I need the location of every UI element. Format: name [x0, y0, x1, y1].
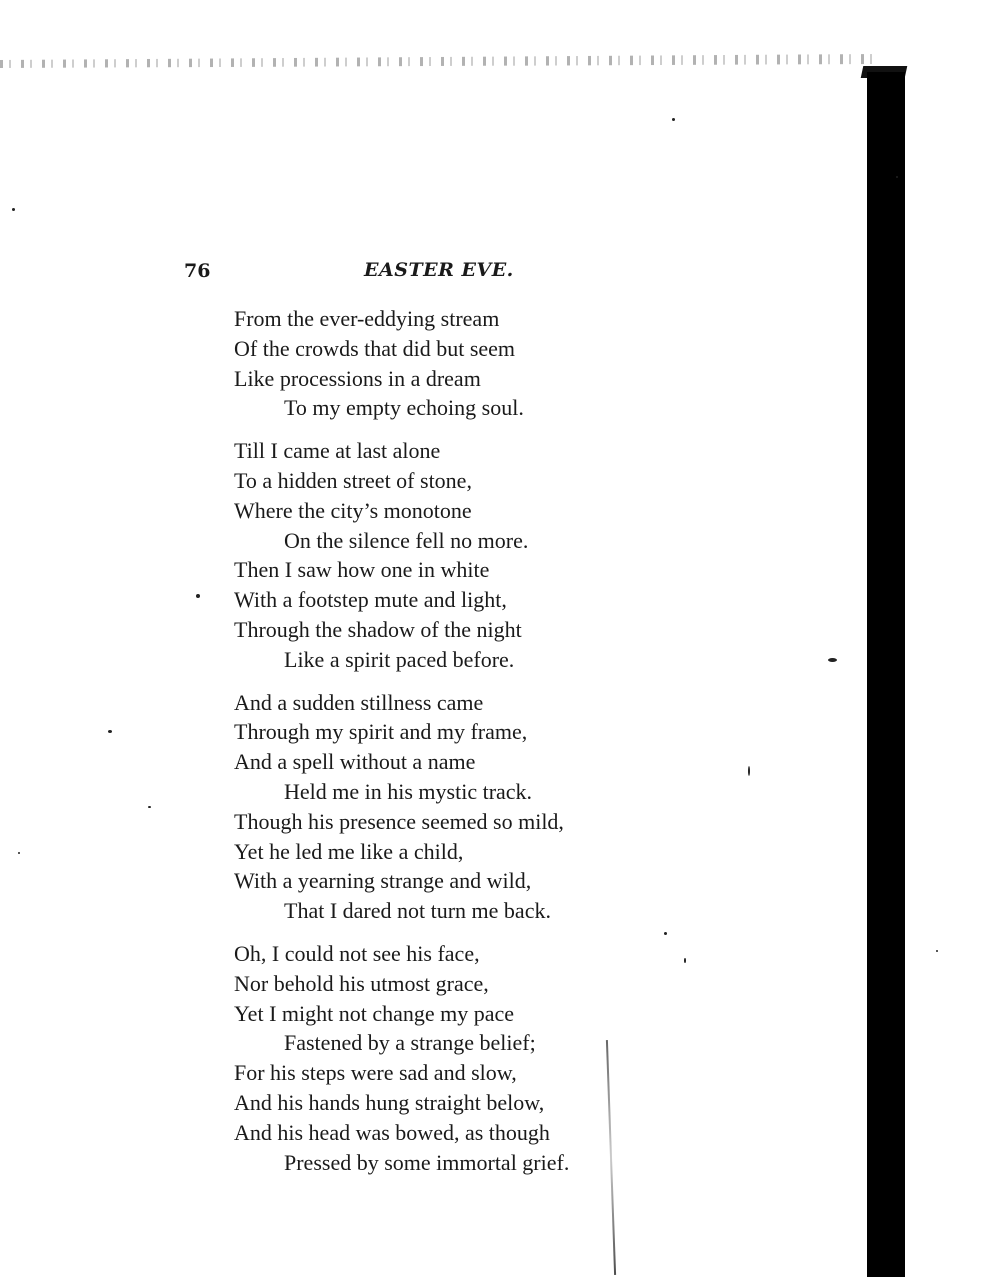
poem-line: Pressed by some immortal grief. [284, 1149, 570, 1175]
poem-line: Where the city’s monotone [234, 497, 472, 523]
stanza [234, 688, 654, 926]
poem-line: Like a spirit paced before. [284, 646, 515, 672]
scan-speck [148, 806, 151, 808]
stanza [234, 939, 654, 1177]
scan-speck [896, 176, 898, 178]
poem-line: For his steps were sad and slow, [234, 1060, 517, 1086]
scan-speck [18, 852, 20, 854]
scan-edge-shadow [867, 72, 905, 1277]
poem-line: Yet I might not change my pace [234, 1000, 515, 1026]
poem-line: Like processions in a dream [234, 365, 481, 391]
running-title: EASTER EVE. [364, 259, 514, 281]
poem-line: Then I saw how one in white [234, 557, 490, 583]
poem-line: To a hidden street of stone, [234, 467, 472, 493]
poem-line: Fastened by a strange belief; [284, 1030, 536, 1056]
scan-speck [672, 118, 675, 121]
poem-line: Through the shadow of the night [234, 616, 522, 642]
page-number: 76 [184, 260, 211, 282]
poem-line: On the silence fell no more. [284, 527, 529, 553]
poem-body [234, 304, 654, 1177]
poem-line: From the ever-eddying stream [234, 306, 500, 331]
poem-line: Oh, I could not see his face, [234, 940, 480, 966]
poem-line: And his hands hung straight below, [234, 1089, 545, 1115]
poem-line: That I dared not turn me back. [284, 898, 551, 924]
scan-speck [108, 730, 112, 733]
stanza [234, 436, 654, 674]
scan-speck [12, 208, 15, 211]
poem-line: Though his presence seemed so mild, [234, 808, 564, 834]
scan-noise-top [0, 52, 880, 72]
poem-line: Of the crowds that did but seem [234, 335, 516, 361]
poem-line: With a yearning strange and wild, [234, 868, 532, 894]
poem-line: Nor behold his utmost grace, [234, 970, 489, 996]
stanza-gap [234, 423, 654, 436]
poem-line: And a sudden stillness came [234, 689, 484, 715]
scan-speck [748, 766, 750, 776]
poem-line: And his head was bowed, as though [234, 1119, 550, 1145]
scan-speck [664, 932, 667, 935]
stanza [234, 304, 654, 423]
scan-speck [936, 950, 938, 952]
scan-speck [196, 594, 200, 598]
poem-line: Through my spirit and my frame, [234, 719, 528, 745]
poem-line: With a footstep mute and light, [234, 587, 507, 613]
scan-speck [684, 958, 686, 963]
poem-line: And a spell without a name [234, 749, 476, 775]
poem-line: Yet he led me like a child, [234, 838, 464, 864]
stanza-gap [234, 675, 654, 688]
poem-line: To my empty echoing soul. [284, 395, 524, 421]
poem-line: Till I came at last alone [234, 438, 441, 464]
stanza-gap [234, 926, 654, 939]
poem-line: Held me in his mystic track. [284, 778, 533, 804]
scan-speck [828, 658, 837, 662]
